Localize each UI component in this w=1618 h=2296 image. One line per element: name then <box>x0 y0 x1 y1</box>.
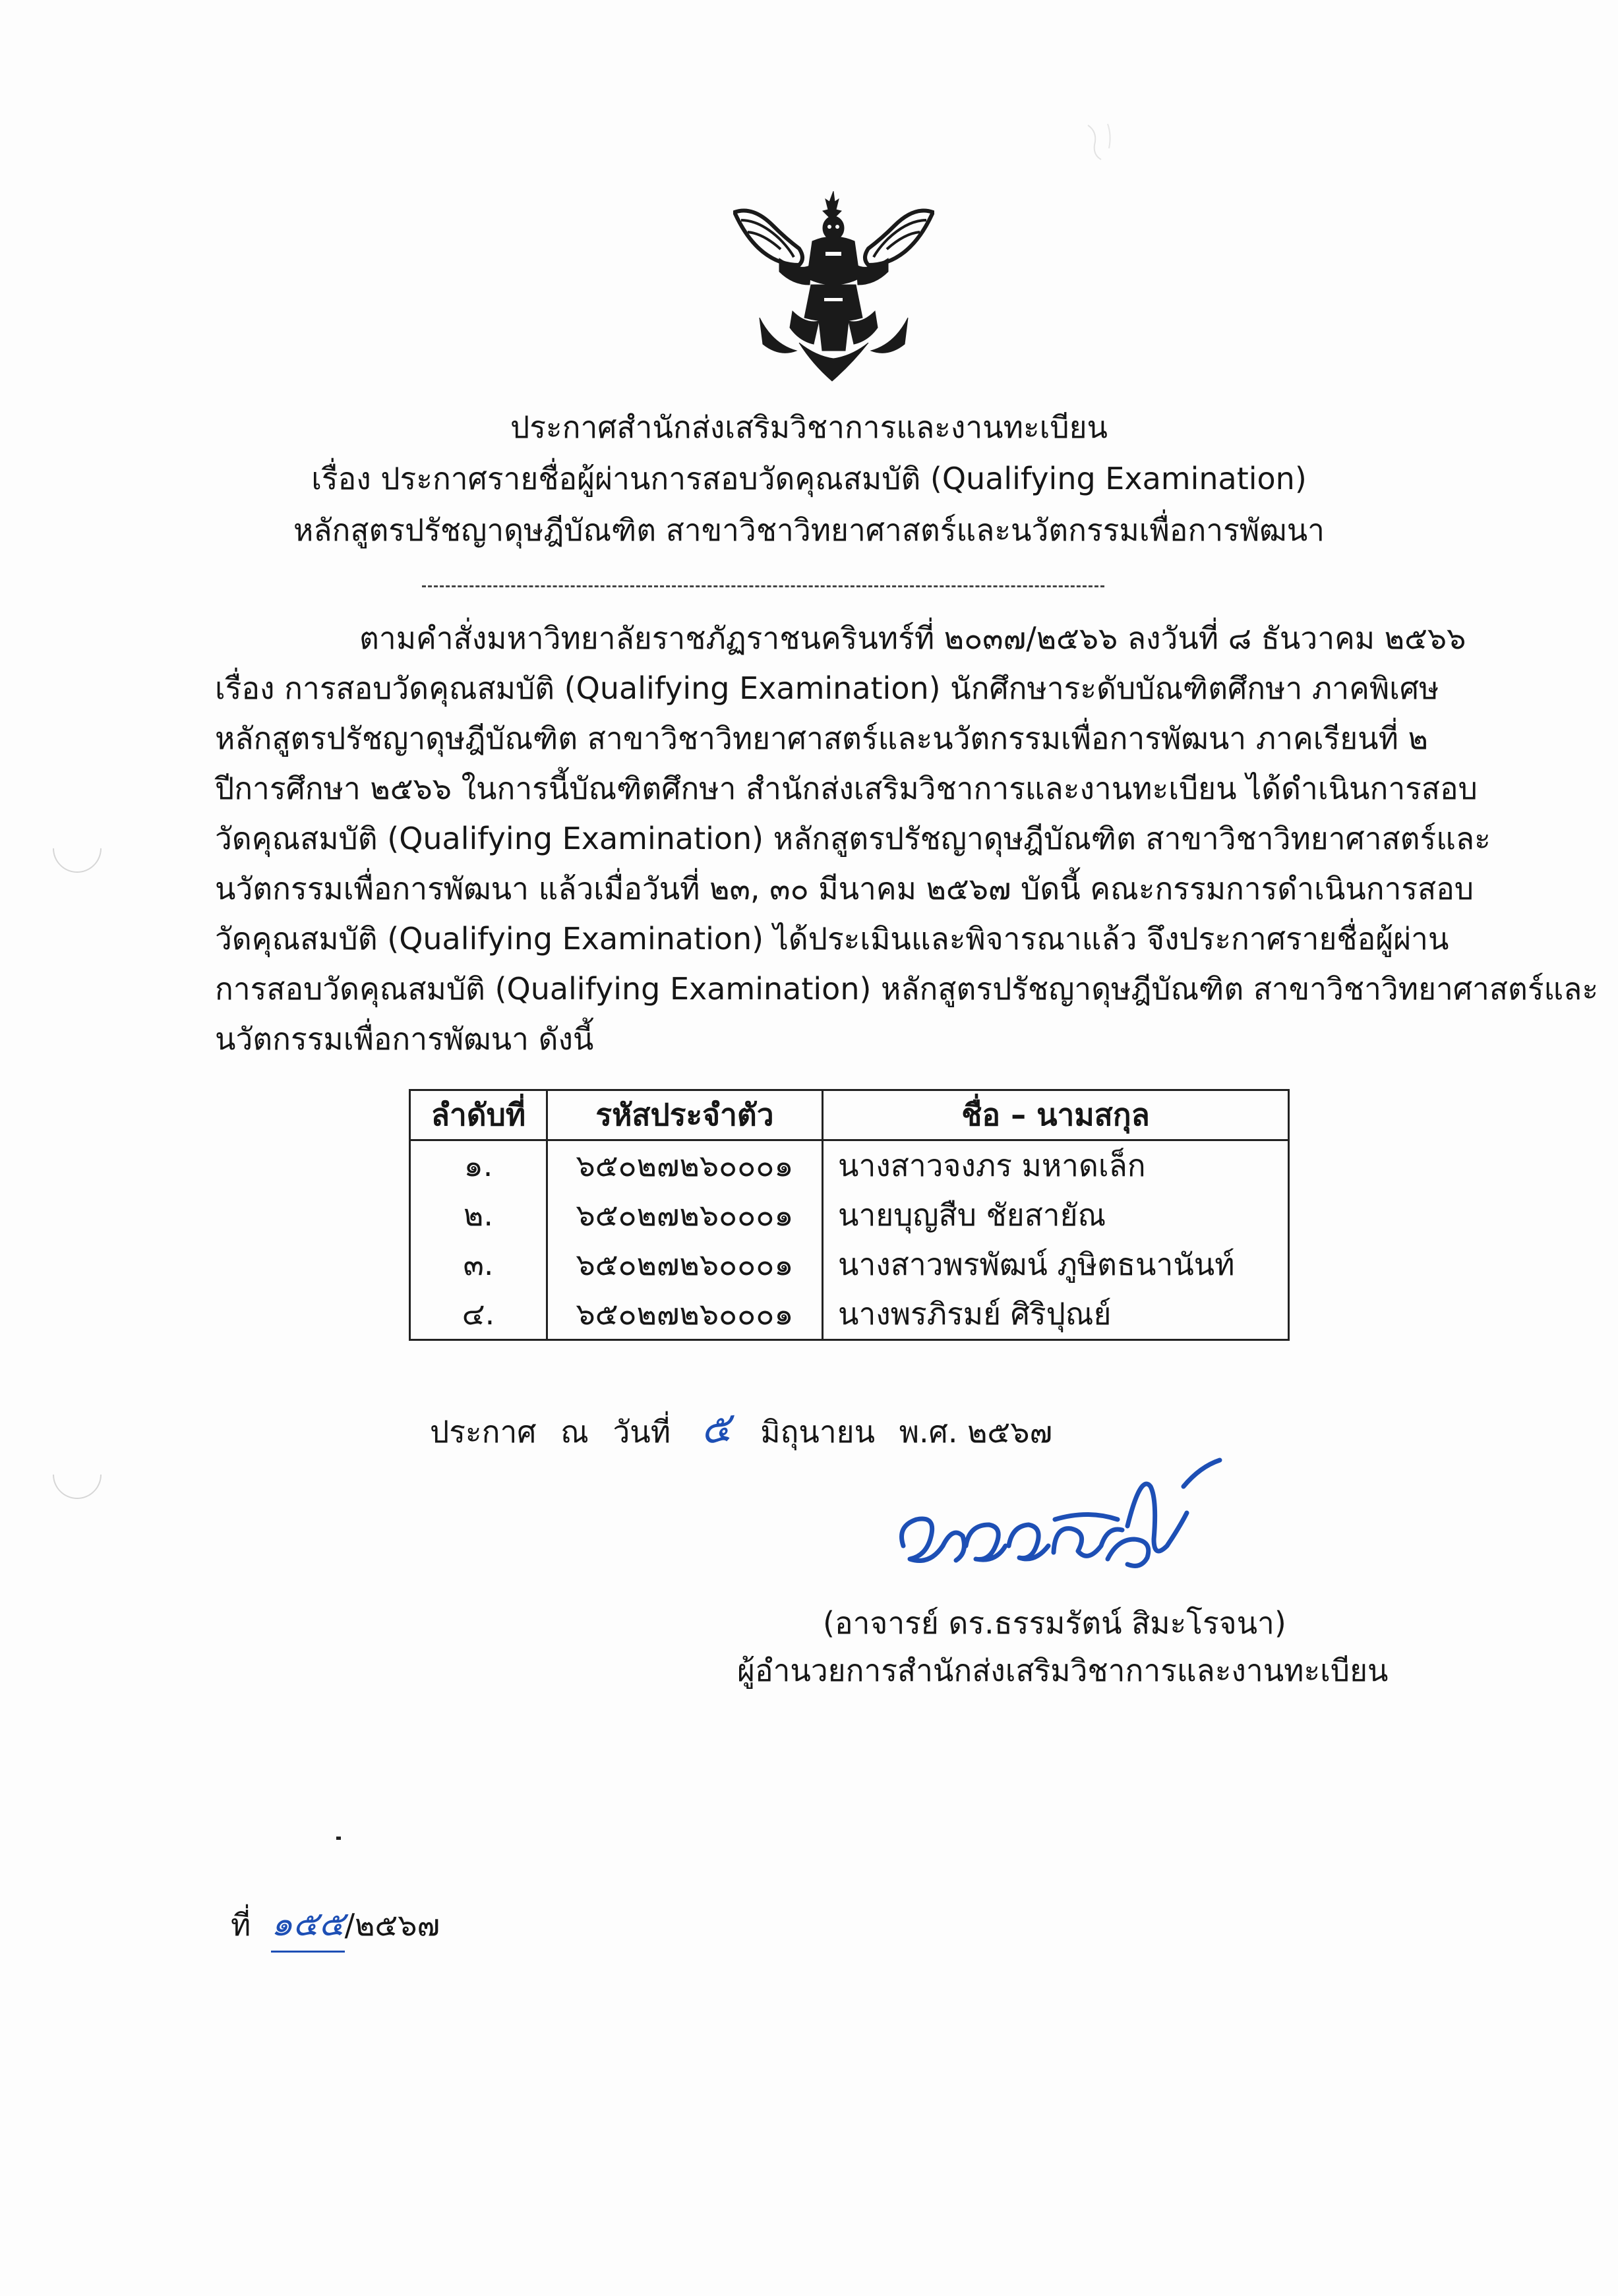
cell-number: ๑. <box>410 1140 547 1191</box>
header-line-1: ประกาศสำนักส่งเสริมวิชาการและงานทะเบียน <box>510 409 1108 445</box>
results-table <box>409 1089 1290 1341</box>
cell-student-id: ๖๕๐๒๗๒๖๐๐๐๑ <box>547 1191 823 1240</box>
cell-student-id: ๖๕๐๒๗๒๖๐๐๐๑ <box>547 1289 823 1340</box>
col-header-number: ลำดับที่ <box>410 1090 547 1140</box>
document-number-suffix: /๒๕๖๗ <box>344 1907 440 1943</box>
cell-student-id: ๖๕๐๒๗๒๖๐๐๐๑ <box>547 1240 823 1289</box>
punch-hole-mark <box>43 814 112 883</box>
body-line: วัดคุณสมบัติ (Qualifying Examination) หลักสูตรปรัชญาดุษฎีบัณฑิต สาขาวิชาวิทยาศาสตร์และ <box>215 821 1491 856</box>
announcement-year: ๒๕๖๗ <box>967 1414 1053 1450</box>
header-line-2: เรื่อง ประกาศรายชื่อผู้ผ่านการสอบวัดคุณสมบัติ (Qualifying Examination) <box>311 461 1307 496</box>
announcement-prefix: ประกาศ <box>430 1414 537 1450</box>
cell-full-name: นางสาวจงภร มหาดเล็ก <box>823 1140 1289 1191</box>
cell-number: ๔. <box>410 1289 547 1340</box>
col-header-student-id: รหัสประจำตัว <box>547 1090 823 1140</box>
cell-number: ๓. <box>410 1240 547 1289</box>
cell-full-name: นายบุญสืบ ชัยสายัณ <box>823 1191 1289 1240</box>
announcement-month: มิถุนายน <box>760 1414 876 1450</box>
body-line: เรื่อง การสอบวัดคุณสมบัติ (Qualifying Examination) นักศึกษาระดับบัณฑิตศึกษา ภาคพิเศษ <box>215 670 1439 706</box>
signature <box>890 1447 1233 1585</box>
table-row <box>410 1191 1289 1240</box>
col-header-full-name: ชื่อ – นามสกุล <box>823 1090 1289 1140</box>
cell-full-name: นางพรภิรมย์ ศิริปุณย์ <box>823 1289 1289 1340</box>
announcement-era: พ.ศ. <box>899 1414 958 1450</box>
body-line: หลักสูตรปรัชญาดุษฎีบัณฑิต สาขาวิชาวิทยาศาสตร์และนวัตกรรมเพื่อการพัฒนา ภาคเรียนที่ ๒ <box>215 721 1428 756</box>
document-number-label: ที่ <box>231 1907 251 1943</box>
table-row <box>410 1240 1289 1289</box>
document-number <box>231 1896 440 1953</box>
scan-mark <box>1081 119 1121 165</box>
handwritten-day: ๕ <box>697 1402 734 1454</box>
handwritten-document-number: ๑๕๕ <box>271 1896 345 1953</box>
body-line: วัดคุณสมบัติ (Qualifying Examination) ได้ประเมินและพิจารณาแล้ว จึงประกาศรายชื่อผู้ผ่าน <box>215 921 1449 957</box>
announcement-day-label: วันที่ <box>613 1414 671 1450</box>
table-row <box>410 1289 1289 1340</box>
cell-student-id: ๖๕๐๒๗๒๖๐๐๐๑ <box>547 1140 823 1191</box>
signatory-position: ผู้อำนวยการสำนักส่งเสริมวิชาการและงานทะเบียน <box>737 1653 1389 1688</box>
signatory-name: (อาจารย์ ดร.ธรรมรัตน์ สิมะโรจนา) <box>823 1605 1286 1641</box>
divider <box>422 585 1104 587</box>
punch-hole-mark <box>43 1440 112 1510</box>
header-line-3: หลักสูตรปรัชญาดุษฎีบัณฑิต สาขาวิชาวิทยาศาสตร์และนวัตกรรมเพื่อการพัฒนา <box>293 512 1325 548</box>
body-line: ตามคำสั่งมหาวิทยาลัยราชภัฏราชนครินทร์ที่ ๒๐๓๗/๒๕๖๖ ลงวันที่ ๘ ธันวาคม ๒๕๖๖ <box>359 620 1466 656</box>
dot-mark <box>336 1837 341 1840</box>
cell-number: ๒. <box>410 1191 547 1240</box>
body-line: ปีการศึกษา ๒๕๖๖ ในการนี้บัณฑิตศึกษา สำนักส่งเสริมวิชาการและงานทะเบียน ได้ดำเนินการสอบ <box>215 771 1478 806</box>
announcement-at: ณ <box>560 1414 589 1450</box>
body-line: นวัตกรรมเพื่อการพัฒนา ดังนี้ <box>215 1021 594 1057</box>
body-line: นวัตกรรมเพื่อการพัฒนา แล้วเมื่อวันที่ ๒๓, ๓๐ มีนาคม ๒๕๖๗ บัดนี้ คณะกรรมการดำเนินการสอบ <box>215 871 1474 906</box>
table-header-row <box>410 1090 1289 1140</box>
table-row <box>410 1140 1289 1191</box>
cell-full-name: นางสาวพรพัฒน์ ภูษิตธนานันท์ <box>823 1240 1289 1289</box>
garuda-emblem-icon <box>733 186 934 384</box>
body-line: การสอบวัดคุณสมบัติ (Qualifying Examination) หลักสูตรปรัชญาดุษฎีบัณฑิต สาขาวิชาวิทยาศาสตร์และ <box>215 971 1599 1007</box>
